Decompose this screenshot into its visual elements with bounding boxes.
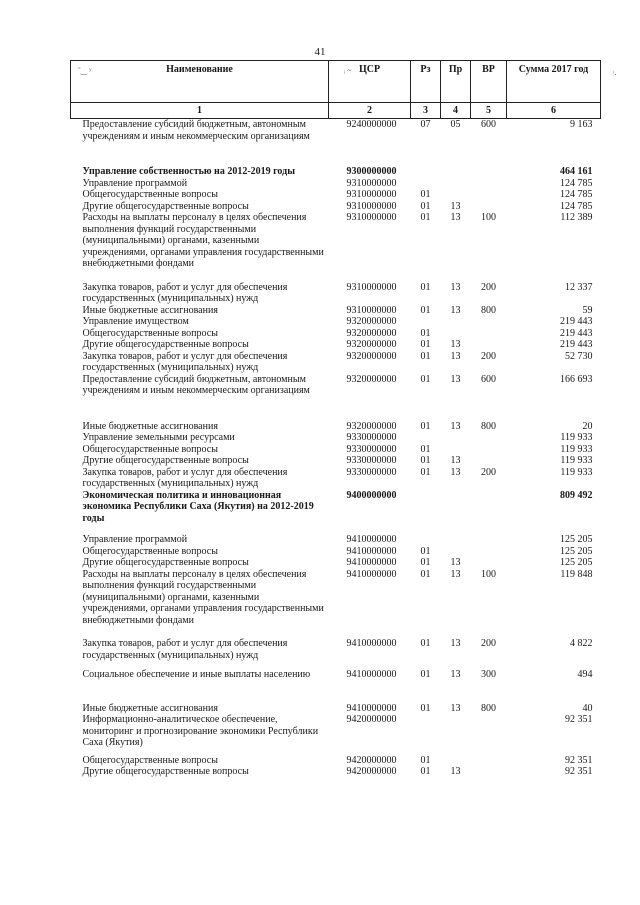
table-header-row [71,61,601,103]
table-row [71,766,601,778]
cell-vr: 600 [481,119,496,130]
cell-vr: 800 [481,420,496,432]
cell-pr: 13 [450,669,461,680]
cell-sum: 124 785 [560,177,593,189]
cell-name: Экономическая политика и инновационная экономика Республики Саха (Якутия) на 2012-2019 годы [82,489,314,524]
table-row [71,703,601,715]
column-number-row [71,103,601,119]
cell-sum: 92 351 [565,766,593,777]
cell-csr: 9410000000 [346,638,397,649]
cell-csr: 9310000000 [346,281,397,293]
cell-name: Закупка товаров, работ и услуг для обеспечения государственных (муниципальных) нужд [82,466,288,489]
cell-vr: 600 [481,373,496,385]
cell-sum: 92 351 [565,754,593,766]
cell-pr [441,328,471,340]
cell-csr: 9420000000 [346,766,397,777]
cell-vr [471,755,507,767]
cell-pr: 13 [450,339,461,350]
cell-csr: 9310000000 [346,200,397,212]
cell-name: Другие общегосударственные вопросы [82,766,249,777]
cell-vr [471,189,507,201]
cell-sum: 119 933 [560,443,593,455]
cell-vr: 200 [481,638,496,649]
table-row [71,305,601,317]
table-row [71,432,601,444]
table-row [71,490,601,525]
cell-name: Другие общегосударственные вопросы [82,455,249,466]
cell-vr: 800 [481,304,496,316]
cell-vr [471,178,507,190]
cell-csr: 9240000000 [346,119,397,130]
spacer-cell [71,626,601,638]
cell-sum: 125 205 [560,557,593,568]
header-rz: Рз [411,61,441,103]
cell-vr [471,201,507,213]
cell-rz: 07 [420,119,431,130]
cell-sum: 124 785 [560,189,593,200]
cell-csr: 9410000000 [346,545,397,557]
cell-sum: 125 205 [560,545,593,557]
cell-rz: 01 [420,455,431,466]
cell-sum: 4 822 [570,638,593,649]
cell-sum: 809 492 [560,489,593,501]
cell-pr [441,189,471,201]
cell-csr: 9320000000 [346,420,397,432]
spacer-cell [71,524,601,534]
cell-rz: 01 [420,350,431,362]
cell-vr [471,455,507,467]
cell-vr: 100 [481,212,496,223]
cell-name: Общегосударственные вопросы [82,327,218,339]
cell-name: Управление программой [82,534,188,545]
cell-name: Расходы на выплаты персоналу в целях обеспечения выполнения функций государственными (муниципальными) органами, казенными учреждениями, органами управления государственными внебюджетными фондами [82,212,324,269]
column-number: 3 [411,103,441,119]
cell-csr: 9310000000 [346,189,397,200]
cell-name: Управление программой [82,177,188,189]
table-row [71,119,601,143]
cell-csr: 9310000000 [346,212,397,223]
cell-sum: 219 443 [560,316,593,327]
cell-name: Управление собственностью на 2012-2019 годы [82,166,296,177]
row-spacer [71,626,601,638]
cell-sum: 125 205 [560,534,593,545]
column-number: 2 [329,103,411,119]
cell-sum: 464 161 [560,166,593,177]
cell-csr: 9320000000 [346,339,397,350]
cell-vr: 800 [481,702,496,714]
table-row [71,374,601,397]
cell-name: Закупка товаров, работ и услуг для обеспечения государственных (муниципальных) нужд [82,281,288,304]
row-spacer [71,524,601,534]
cell-rz [411,714,441,749]
cell-sum: 52 730 [565,350,593,362]
cell-pr: 13 [450,766,461,777]
table-row [71,328,601,340]
cell-csr: 9410000000 [346,557,397,568]
spacer-cell [71,681,601,703]
table-row [71,351,601,374]
cell-vr [471,766,507,778]
cell-rz: 01 [420,545,431,557]
row-spacer [71,681,601,703]
cell-rz: 01 [420,200,431,212]
cell-pr: 13 [450,200,461,212]
cell-name: Управление имуществом [82,316,189,327]
table-row [71,212,601,270]
cell-sum: 92 351 [565,714,593,725]
cell-name: Другие общегосударственные вопросы [82,557,249,568]
table-row [71,534,601,546]
cell-vr [471,534,507,546]
header-pr: Пр [441,61,471,103]
cell-vr: 200 [481,466,496,478]
cell-vr [471,432,507,444]
cell-rz: 01 [420,669,431,680]
handwritten-mark: ·. [612,68,617,77]
table-row [71,178,601,190]
cell-vr [471,444,507,456]
table-row [71,546,601,558]
cell-name: Информационно-аналитическое обеспечение, мониторинг и прогнозирование экономики Республики Саха (Якутия) [82,714,319,748]
cell-pr [441,178,471,190]
cell-pr [441,432,471,444]
cell-rz [411,490,441,525]
cell-name: Иные бюджетные ассигнования [82,304,218,316]
cell-rz [411,166,441,178]
spacer-cell [71,270,601,282]
page-number: 41 [314,46,326,58]
cell-pr [441,534,471,546]
cell-rz: 01 [420,339,431,350]
cell-pr: 13 [450,568,461,580]
cell-name: Общегосударственные вопросы [82,754,218,766]
cell-name: Общегосударственные вопросы [82,545,218,557]
cell-pr [441,546,471,558]
table-row [71,455,601,467]
spacer-cell [71,397,601,421]
cell-name: Социальное обеспечение и иные выплаты населению [82,669,311,680]
cell-rz: 01 [420,189,431,200]
cell-name: Расходы на выплаты персоналу в целях обеспечения выполнения функций государственными (муниципальными) органами, казенными учреждениями, органами управления государственными внебюджетными фондами [82,568,324,626]
cell-name: Иные бюджетные ассигнования [82,420,218,432]
column-number: 1 [71,103,329,119]
cell-vr [471,316,507,328]
cell-sum: 494 [577,669,593,680]
cell-sum: 119 933 [560,432,593,443]
cell-pr: 13 [450,455,461,466]
table-row [71,669,601,681]
cell-csr: 9400000000 [346,489,397,501]
cell-rz: 01 [420,638,431,649]
cell-vr [471,339,507,351]
cell-csr: 9410000000 [346,568,397,580]
table-row [71,467,601,490]
cell-pr: 13 [450,281,461,293]
column-number: 5 [471,103,507,119]
cell-csr: 9420000000 [346,754,397,766]
cell-name: Предоставление субсидий бюджетным, автономным учреждениям и иным некоммерческим организациям [82,373,310,396]
cell-csr: 9320000000 [346,350,397,362]
cell-name: Закупка товаров, работ и услуг для обеспечения государственных (муниципальных) нужд [82,638,288,661]
table-row [71,282,601,305]
cell-pr: 13 [450,212,461,223]
cell-name: Иные бюджетные ассигнования [82,702,218,714]
cell-rz: 01 [420,466,431,478]
cell-pr [441,714,471,749]
cell-sum: 20 [582,420,593,432]
cell-sum: 219 443 [560,327,593,339]
header-csr: ЦСР [329,61,411,103]
cell-pr: 13 [450,350,461,362]
column-number: 4 [441,103,471,119]
cell-sum: 119 933 [560,455,593,466]
cell-csr: 9320000000 [346,316,397,327]
cell-csr: 9310000000 [346,177,397,189]
cell-csr: 9330000000 [346,432,397,443]
table-row [71,166,601,178]
table-row [71,316,601,328]
cell-rz: 01 [420,568,431,580]
cell-vr: 200 [481,281,496,293]
spacer-cell [71,661,601,669]
table-row [71,421,601,433]
cell-rz [411,534,441,546]
cell-rz: 01 [420,212,431,223]
cell-vr [471,166,507,178]
handwritten-mark: ᵢ ~ [344,66,352,75]
cell-rz: 01 [420,304,431,316]
cell-vr [471,714,507,749]
cell-csr: 9330000000 [346,466,397,478]
budget-table [70,60,601,778]
table-row [71,339,601,351]
cell-pr: 13 [450,373,461,385]
cell-csr: 9330000000 [346,443,397,455]
cell-csr: 9410000000 [346,702,397,714]
cell-csr: 9330000000 [346,455,397,466]
cell-pr [441,316,471,328]
cell-sum: 119 933 [560,466,593,478]
cell-vr [471,328,507,340]
cell-sum: 119 848 [560,568,593,580]
row-spacer [71,661,601,669]
cell-vr [471,490,507,525]
cell-rz [411,432,441,444]
cell-name: Предоставление субсидий бюджетным, автономным учреждениям и иным некоммерческим организациям [82,119,310,142]
cell-sum: 9 163 [570,119,593,130]
cell-sum: 59 [582,304,593,316]
cell-vr: 300 [481,669,496,680]
cell-csr: 9310000000 [346,304,397,316]
cell-vr: 200 [481,350,496,362]
table-row [71,569,601,627]
cell-pr [441,444,471,456]
cell-name: Общегосударственные вопросы [82,443,218,455]
cell-sum: 112 389 [560,212,593,223]
cell-pr [441,490,471,525]
row-spacer [71,397,601,421]
table-row [71,201,601,213]
cell-csr: 9320000000 [346,327,397,339]
cell-csr: 9420000000 [346,714,397,725]
cell-name: Другие общегосударственные вопросы [82,339,249,350]
cell-sum: 166 693 [560,373,593,385]
cell-pr: 13 [450,466,461,478]
header-name: Наименование [71,61,329,103]
header-vr: ВР [471,61,507,103]
cell-csr: 9320000000 [346,373,397,385]
cell-pr: 13 [450,557,461,568]
cell-rz: 01 [420,702,431,714]
cell-vr: 100 [481,568,496,580]
cell-csr: 9410000000 [346,669,397,680]
cell-csr: 9300000000 [346,166,397,177]
cell-rz: 01 [420,557,431,568]
cell-rz [411,178,441,190]
cell-rz: 01 [420,327,431,339]
spacer-cell [71,142,601,166]
table-row [71,444,601,456]
table-row [71,638,601,661]
cell-name: Общегосударственные вопросы [82,189,218,200]
cell-pr: 13 [450,420,461,432]
cell-name: Другие общегосударственные вопросы [82,200,249,212]
table-row [71,189,601,201]
cell-pr: 05 [450,119,461,130]
row-spacer [71,270,601,282]
header-sum: Сумма 2017 год [507,61,601,103]
cell-vr [471,546,507,558]
table-row [71,755,601,767]
table-body [71,119,601,778]
cell-csr: 9410000000 [346,534,397,545]
cell-sum: 219 443 [560,339,593,350]
cell-rz: 01 [420,754,431,766]
cell-sum: 40 [582,702,593,714]
table-row [71,557,601,569]
table-row [71,714,601,749]
cell-rz: 01 [420,420,431,432]
cell-vr [471,557,507,569]
cell-rz: 01 [420,281,431,293]
cell-pr: 13 [450,638,461,649]
cell-sum: 124 785 [560,200,593,212]
cell-pr [441,755,471,767]
cell-rz [411,316,441,328]
cell-rz: 01 [420,766,431,777]
cell-pr [441,166,471,178]
cell-sum: 12 337 [565,281,593,293]
cell-name: Управление земельными ресурсами [82,432,235,443]
cell-rz: 01 [420,443,431,455]
cell-name: Закупка товаров, работ и услуг для обеспечения государственных (муниципальных) нужд [82,350,288,373]
column-number: 6 [507,103,601,119]
cell-pr: 13 [450,304,461,316]
row-spacer [71,142,601,166]
handwritten-mark: ˜‿ ʸ [78,66,92,75]
cell-pr: 13 [450,702,461,714]
cell-rz: 01 [420,373,431,385]
